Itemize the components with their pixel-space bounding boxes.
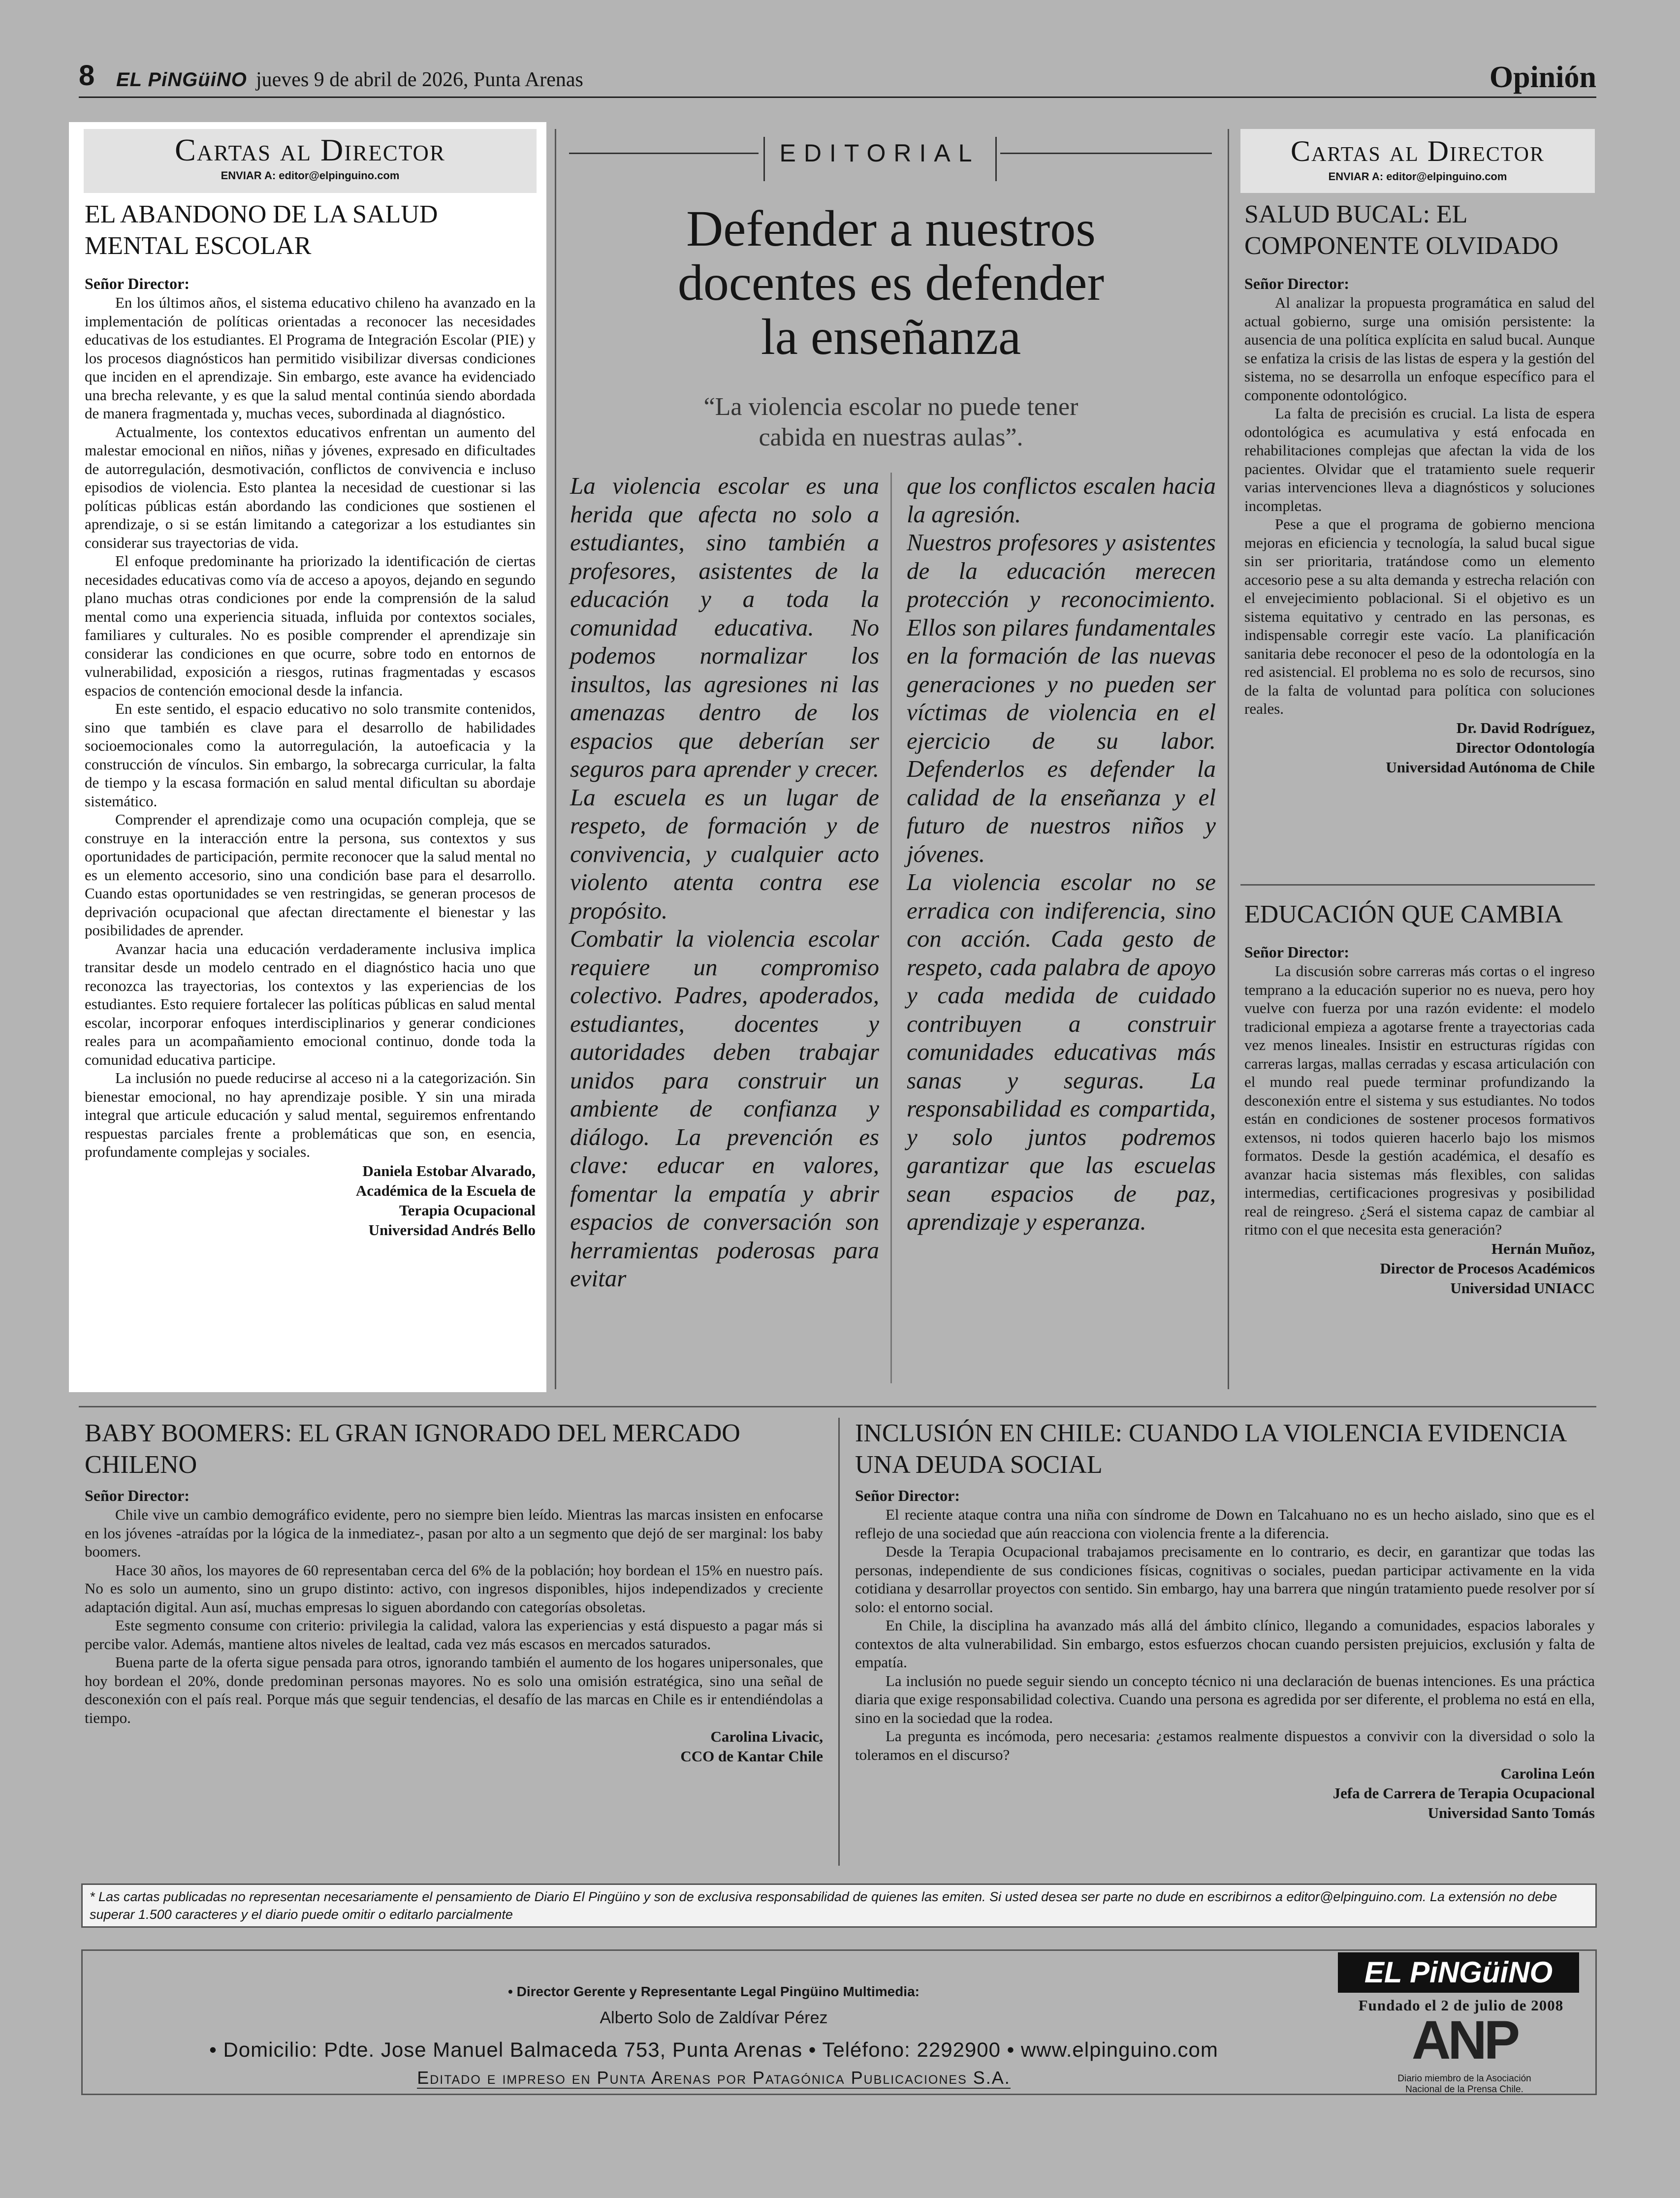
letter-inclusion [855,1418,1595,1823]
paragraph: Avanzar hacia una educación verdaderamente inclusiva implica transitar desde un modelo centrado en el diagnóstico hacia uno que reconozca las trayectorias, los contextos y las experiencias de los estudiantes. Esto requiere fortalecer las políticas públicas en salud mental escolar, incorporar enfoques interdisciplinarios y generar condiciones reales para un acompañamiento emocional continuo, donde toda la comunidad educativa participe. [85,940,536,1068]
paragraph: La inclusión no puede seguir siendo un concepto técnico ni una declaración de buenas intenciones. Es una práctica diaria que exige responsabilidad colectiva. Cuando una persona es agredida por ser diferente, el problema no está en ella, sino en la sociedad que la rodea. [855,1672,1595,1726]
letter-body [1244,962,1595,1239]
paragraph: En Chile, la disciplina ha avanzado más allá del ámbito clínico, llegando a comunidades, espacios laborales y contextos de alta vulnerabilidad. Sin embargo, estos esfuerzos chocan cuando persisten prejuicios, exclusión y falta de empatía. [855,1617,1595,1671]
letter-baby-boomers [85,1418,823,1766]
page-number: 8 [79,60,95,92]
paragraph: Hace 30 años, los mayores de 60 representaban cerca del 6% de la población; hoy bordean el 15% en nuestro país. No es solo un aumento, sino un grupo distinto: activo, con ingresos disponibles, hijos independizados y creciente adaptación digital. Aun así, muchas empresas lo siguen abordando con categorías obsoletas. [85,1561,823,1616]
paragraph: El enfoque predominante ha priorizado la identificación de ciertas necesidades educativas como vía de acceso a apoyos, dejando en segundo plano muchas otras condiciones por ende la comprensión de la salud mental como una experiencia situada, influida por contextos sociales, familiares y culturales. No es posible comprender el aprendizaje sin considerar las condiciones en que ocurre, sobre todo en entornos de vulnerabilidad, exposición a riesgos, rutinas fragmentadas y escasos espacios de contención emocional desde la infancia. [85,552,536,699]
cartas-header-right [1240,129,1595,193]
paragraph: Actualmente, los contextos educativos enfrentan un aumento del malestar emocional en niños, niñas y jóvenes, expresado en dificultades de autorregulación, desmotivación, conflictos de convivencia e incluso episodios de violencia. Esto plantea la necesidad de cuestionar si las políticas públicas están abordando las condiciones que sostienen el aprendizaje, o si se están limitando a categorizar a los estudiantes sin considerar sus trayectorias de vida. [85,423,536,551]
editorial-title [566,202,1216,364]
editorial-paragraph: La violencia escolar es una herida que afecta no solo a estudiantes, sino también a profesores, asistentes de la educación y a toda la comunidad educativa. No podemos normalizar los insultos, las agresiones ni las amenazas dentro de los espacios que deberían ser seguros para aprender y crecer. La escuela es un lugar de respeto, de formación y de convivencia, y cualquier acto violento atenta contra ese propósito. [570,472,879,924]
editorial-tick-left [763,137,765,181]
paragraph: La pregunta es incómoda, pero necesaria: ¿estamos realmente dispuestos a convivir con la diversidad o solo la toleramos en el discurso? [855,1727,1595,1763]
signature-line: Jefa de Carrera de Terapia Ocupacional [1332,1784,1595,1802]
masthead-brand: EL PiNGüiNO [116,69,247,91]
paragraph: Este segmento consume con criterio: privilegia la calidad, valora las experiencias y está dispuesto a pagar más si percibe valor. Además, mantiene altos niveles de lealtad, cada vez más escasos en mercados saturados. [85,1617,823,1653]
signature-line: Carolina Livacic, [710,1728,823,1745]
signature-line: Hernán Muñoz, [1491,1240,1595,1257]
cartas-title: Cartas al Director [175,132,445,167]
paragraph: Al analizar la propuesta programática en salud del actual gobierno, surge una omisión persistente: la ausencia de una política explícita en salud bucal. Aunque se enfatiza la crisis de las listas de espera y la gestión del sistema, no se desarrolla un enfoque específico para el componente odontológico. [1244,294,1595,404]
editorial-column-1 [570,472,879,1293]
column-divider-left [555,129,556,1389]
footer-printed-by [84,2068,1344,2088]
paragraph: La falta de precisión es crucial. La lista de espera odontológica es acumulativa y está enfocada en rehabilitaciones complejas que afectan la vida de los pacientes. Olvidar que el tratamiento suele requerir varias intervenciones lleva a diagnósticos y soluciones incompletas. [1244,405,1595,514]
footer-address: • Domicilio: Pdte. Jose Manuel Balmaceda 753, Punta Arenas • Teléfono: 2292900 • www.elpinguino.com [209,2038,1218,2061]
anp-caption-line: Diario miembro de la Asociación [1397,2073,1531,2084]
anp-caption-line: Nacional de la Prensa Chile. [1405,2084,1523,2095]
paragraph: Comprender el aprendizaje como una ocupación compleja, que se construye en la interacción entre la persona, sus contextos y sus oportunidades de participación, permite reconocer que la salud mental no es un elemento accesorio, sino una condición base para el desarrollo. Cuando estas oportunidades se ven restringidas, se generan procesos de deprivación ocupacional que afectan directamente el bienestar y las posibilidades de aprender. [85,811,536,939]
editorial-label: EDITORIAL [779,139,980,167]
editorial-paragraph: Combatir la violencia escolar requiere un compromiso colectivo. Padres, apoderados, estudiantes, docentes y autoridades deben trabajar unidos para construir un ambiente de confianza y diálogo. La prevención es clave: educar en valores, fomentar la empatía y abrir espacios de conversación son herramientas poderosas para evitar [570,925,879,1292]
letter-body [85,293,536,1161]
date-line: jueves 9 de abril de 2026, Punta Arenas [256,68,583,91]
signature-line: Universidad Autónoma de Chile [1386,758,1595,776]
paragraph: En este sentido, el espacio educativo no solo transmite contenidos, sino que también es clave para el desarrollo de habilidades socioemocionales como la autorregulación, la autoeficacia y la construcción de vínculos. Sin embargo, la sobrecarga curricular, la falta de tiempo y la escasa formación en salud mental dificultan su abordaje sistemático. [85,700,536,810]
editorial-title-line: la enseñanza [761,309,1021,365]
column-divider-right [1228,129,1229,1389]
header-rule [79,96,1596,98]
pull-quote-line: “La violencia escolar no puede tener [703,393,1078,421]
signature-line: Daniela Estobar Alvarado, [362,1162,536,1179]
letter-body [855,1505,1595,1764]
salutation: Señor Director: [1244,275,1349,292]
editorial-title-line: Defender a nuestros [686,200,1096,257]
letter-salud-mental [85,199,536,1240]
letter-signature [85,1161,536,1240]
signature-line: Universidad UNIACC [1450,1279,1595,1297]
anp-caption [1349,2073,1580,2095]
letter-signature [855,1764,1595,1823]
bottom-column-divider [838,1418,840,1866]
footer-logo: EL PiNGüiNO [1338,1952,1579,1993]
letter-body [85,1505,823,1727]
signature-line: Universidad Santo Tomás [1427,1804,1595,1821]
editorial-paragraph: La violencia escolar no se erradica con indiferencia, sino con acción. Cada gesto de respeto, cada palabra de apoyo y cada medida de cuidado contribuyen a construir comunidades educativas más sanas y seguras. La responsabilidad es compartida, y solo juntos podremos garantizar que las escuelas sean espacios de paz, aprendizaje y esperanza. [907,868,1216,1235]
editorial-tick-right [995,137,997,181]
cartas-email: ENVIAR A: editor@elpinguino.com [1328,170,1507,183]
right-letter-divider [1240,884,1595,886]
editorial-column-divider [890,473,892,1383]
salutation: Señor Director: [855,1487,960,1504]
footer-founded: Fundado el 2 de julio de 2008 [1358,1997,1564,2014]
cartas-header-left [84,129,537,193]
footer-director-name: Alberto Solo de Zaldívar Pérez [600,2008,828,2027]
signature-line: Universidad Andrés Bello [368,1221,536,1239]
letter-signature [1244,1239,1595,1298]
paragraph: El reciente ataque contra una niña con síndrome de Down en Talcahuano no es un hecho aislado, sino que es el reflejo de una sociedad que aún reacciona con violencia frente a la diferencia. [855,1506,1595,1542]
letter-signature [85,1727,823,1766]
disclaimer: * Las cartas publicadas no representan necesariamente el pensamiento de Diario El Pingüino y son de exclusiva responsabilidad de quienes las emiten. Si usted desea ser parte no dude en escribirnos a editor@elpinguino.com. La extensión no debe superar 1.500 caracteres y el diario puede omitir o editarlo parcialmente [81,1883,1597,1928]
letter-title: INCLUSIÓN EN CHILE: CUANDO LA VIOLENCIA EVIDENCIA UNA DEUDA SOCIAL [855,1419,1566,1479]
letter-salud-bucal [1244,199,1595,777]
letter-educacion [1244,899,1595,1298]
section-title: Opinión [1489,61,1596,94]
footer-director-label: • Director Gerente y Representante Legal Pingüino Multimedia: [508,1984,919,1999]
signature-line: Dr. David Rodríguez, [1456,719,1595,736]
letter-signature [1244,718,1595,777]
signature-line: Director de Procesos Académicos [1380,1259,1595,1277]
cartas-email: ENVIAR A: editor@elpinguino.com [221,169,400,182]
letter-title: EDUCACIÓN QUE CAMBIA [1244,900,1563,928]
editorial-rule-right [1000,153,1212,154]
letter-title: EL ABANDONO DE LA SALUD MENTAL ESCOLAR [85,200,438,260]
printed-by-text: Editado e impreso en Punta Arenas por Patagónica Publicaciones S.A. [417,2068,1011,2088]
signature-line: Director Odontología [1456,738,1595,756]
paragraph: Desde la Terapia Ocupacional trabajamos precisamente en lo contrario, es decir, en garantizar que todas las personas, independiente de sus condiciones físicas, cognitivas o sociales, puedan participar activamente en la vida cotidiana y desarrollar proyectos con sentido. Sin embargo, hay una barrera que ningún tratamiento puede resolver por sí solo: el entorno social. [855,1543,1595,1616]
paragraph: En los últimos años, el sistema educativo chileno ha avanzado en la implementación de políticas orientadas a reconocer las necesidades educativas de los estudiantes. El Programa de Integración Escolar (PIE) y los procesos diagnósticos han permitido visibilizar diversas condiciones que inciden en el aprendizaje. Sin embargo, este avance ha evidenciado una brecha relevante, y es que la salud mental continúa siendo abordada de manera fragmentada y, muchas veces, subordinada al diagnóstico. [85,294,536,422]
letter-title: BABY BOOMERS: EL GRAN IGNORADO DEL MERCADO CHILENO [85,1419,740,1479]
signature-line: Terapia Ocupacional [399,1201,536,1219]
editorial-paragraph: Nuestros profesores y asistentes de la educación merecen protección y reconocimiento. Ellos son pilares fundamentales en la formación de las nuevas generaciones y no pueden ser víctimas de violencia en el ejercicio de su labor. Defenderlos es defender la calidad de la enseñanza y el futuro de nuestros niños y jóvenes. [907,529,1216,867]
salutation: Señor Director: [85,1487,190,1504]
paragraph: Buena parte de la oferta sigue pensada para otros, ignorando también el aumento de los hogares unipersonales, que hoy bordean el 20%, donde predominan personas mayores. No es solo una omisión estratégica, sino una señal de desconexión con el país real. Porque más que seguir tendencias, el desafío de las marcas en Chile es ir entendiéndolas a tiempo. [85,1654,823,1726]
editorial-column-2 [907,472,1216,1236]
anp-logo: ANP [1411,2010,1518,2071]
pull-quote-line: cabida en nuestras aulas”. [759,423,1023,451]
signature-line: CCO de Kantar Chile [680,1748,823,1765]
paragraph: La inclusión no puede reducirse al acceso ni a la categorización. Sin bienestar emocional, no hay aprendizaje posible. Y sin una mirada integral que articule educación y salud mental, seguiremos enfrentando respuestas parciales frente a problemáticas que son, en esencia, profundamente complejas y sociales. [85,1069,536,1160]
letter-title: SALUD BUCAL: EL COMPONENTE OLVIDADO [1244,200,1558,260]
paragraph: La discusión sobre carreras más cortas o el ingreso temprano a la educación superior no es nueva, pero hoy vuelve con fuerza por una razón evidente: el modelo tradicional empieza a agotarse frente a trayectorias cada vez menos lineales. Insistir en estructuras rígidas con carreras largas, mallas cerradas y escasa articulación con el mundo real puede terminar profundizando la desconexión entre el sistema y sus estudiantes. No todos están en condiciones de sostener procesos formativos extensos, ni todos quieren hacerlo bajo los mismos formatos. Desde la gestión académica, el desafío es avanzar hacia sistemas más flexibles, con salidas intermedias, certificaciones progresivas y posibilidad real de reingreso. ¿Será el sistema capaz de cambiar al ritmo con el que necesita esta generación? [1244,962,1595,1238]
salutation: Señor Director: [1244,943,1349,961]
signature-line: Carolina León [1500,1765,1595,1782]
paragraph: Chile vive un cambio demográfico evidente, pero no siempre bien leído. Mientras las marcas insisten en enfocarse en los jóvenes -atraídas por la lógica de la inmediatez-, pasan por alto a un segmento que dejó de ser marginal: los baby boomers. [85,1506,823,1560]
letter-body [1244,293,1595,718]
bottom-section-rule [79,1406,1596,1407]
paragraph: Pese a que el programa de gobierno menciona mejoras en eficiencia y tecnología, la salud bucal sigue sin ser prioritaria, tratándose como un elemento accesorio pese a su alta demanda y estrecha relación con el envejecimiento poblacional. Si el objetivo es un sistema equitativo y centrado en las personas, es indispensable corregir este vacío. La planificación sanitaria debe reconocer el peso de la odontología en la red asistencial. El problema no es solo de recursos, sino de la falta de voluntad para política con soluciones reales. [1244,515,1595,717]
cartas-title: Cartas al Director [1290,135,1545,167]
salutation: Señor Director: [85,275,190,292]
editorial-pull-quote [566,392,1216,453]
editorial-rule-left [569,153,759,154]
editorial-paragraph: que los conflictos escalen hacia la agresión. [907,472,1216,528]
signature-line: Académica de la Escuela de [355,1181,536,1199]
editorial-title-line: docentes es defender [677,255,1105,311]
